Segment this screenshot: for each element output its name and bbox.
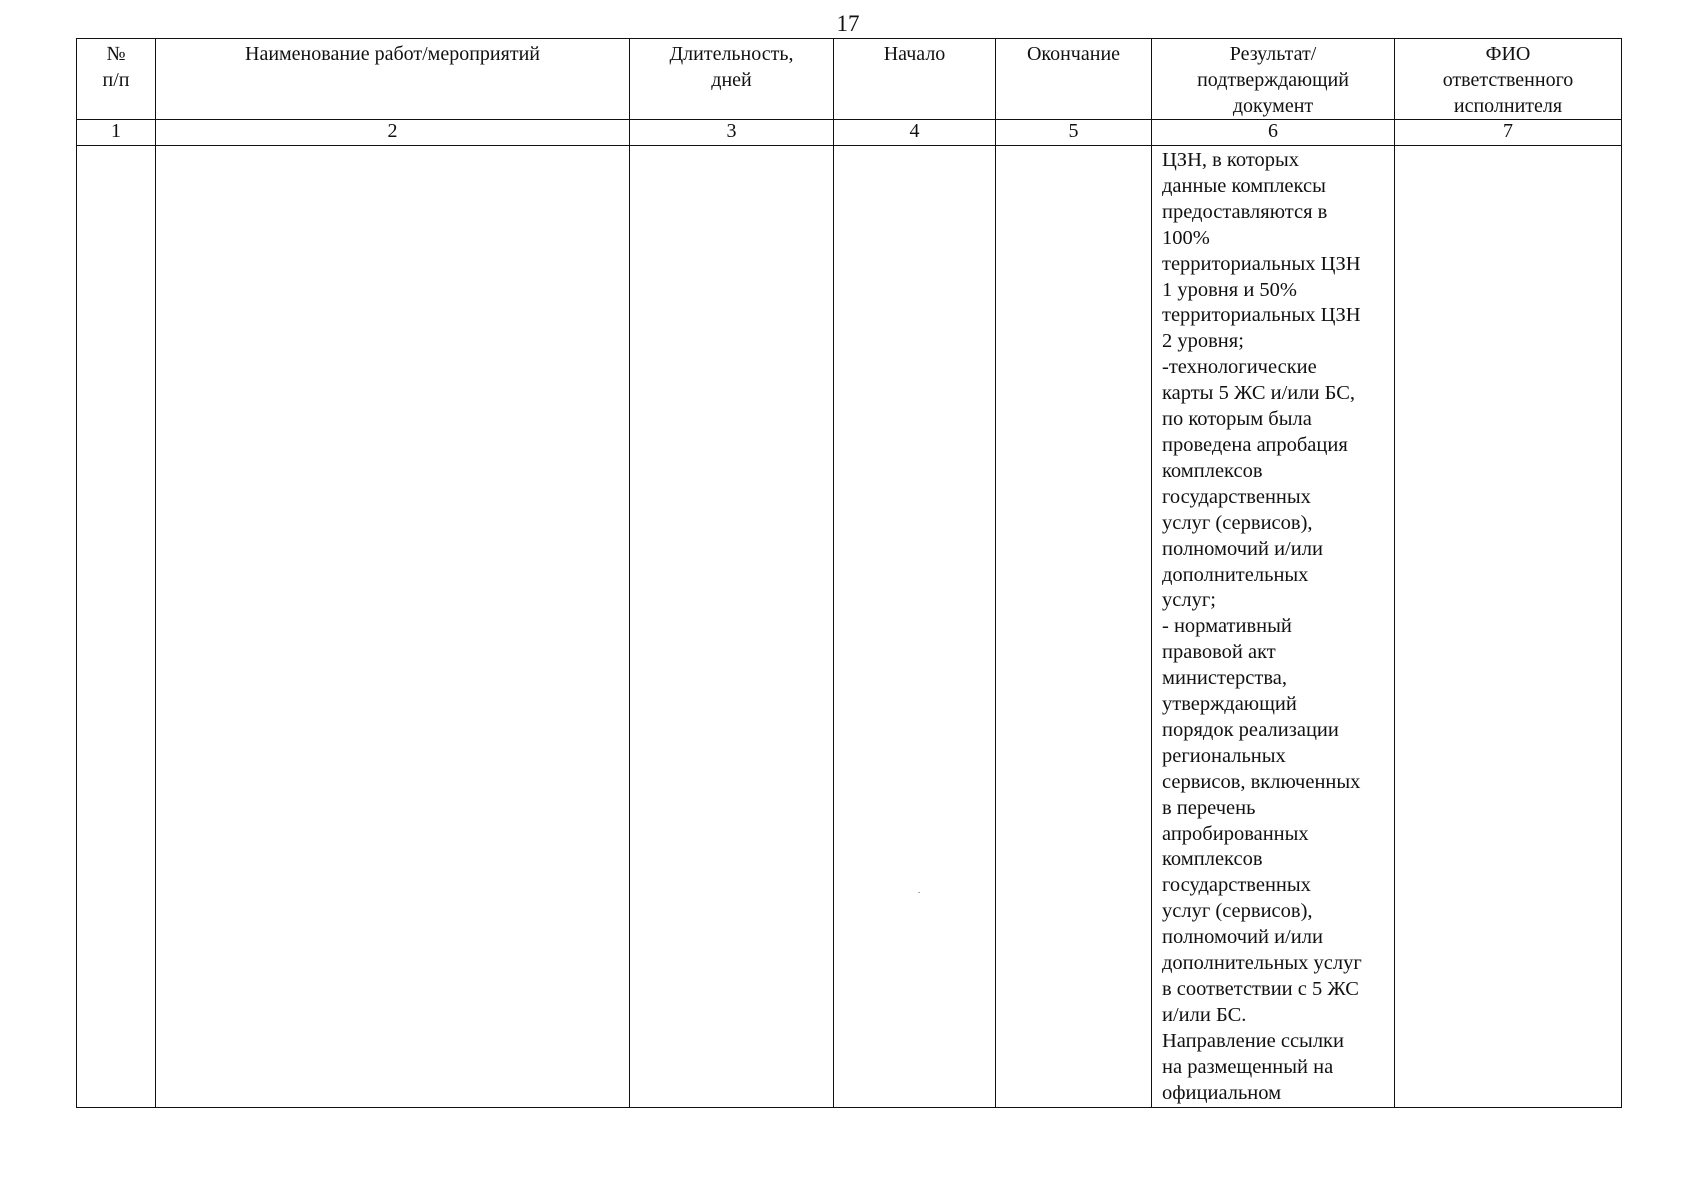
page-number: 17 — [836, 11, 860, 36]
header-duration: Длительность, дней — [669, 43, 794, 91]
row-number-cell — [77, 146, 156, 1108]
header-cell-number — [77, 39, 156, 120]
result-text-line: на размещенный на — [1162, 1055, 1334, 1078]
result-text-line: официальном — [1162, 1081, 1282, 1104]
column-number-row — [77, 120, 1622, 146]
result-text-line: сервисов, включенных — [1162, 770, 1361, 793]
result-text-line: предоставляются в — [1162, 200, 1328, 223]
result-text-line: данные комплексы — [1162, 174, 1326, 197]
header-end: Окончание — [1026, 43, 1121, 65]
result-text-line: государственных — [1162, 874, 1311, 897]
result-text-line: комплексов — [1162, 848, 1263, 871]
column-number: 1 — [77, 120, 156, 146]
row-result-cell — [1152, 146, 1395, 1108]
result-text-line: - нормативный — [1162, 615, 1292, 638]
header-start: Начало — [883, 43, 946, 65]
column-number: 3 — [630, 120, 834, 146]
result-text-line: в соответствии с 5 ЖС — [1162, 978, 1359, 1000]
header-number: № п/п — [102, 43, 130, 91]
result-text-line: утверждающий — [1162, 693, 1297, 716]
header-cell-end — [996, 39, 1152, 120]
column-number: 7 — [1395, 120, 1622, 146]
header-cell-duration — [630, 39, 834, 120]
result-text-line: проведена апробация — [1162, 433, 1348, 456]
result-text-line: услуг (сервисов), — [1162, 900, 1313, 923]
header-result: Результат/ подтверждающий документ — [1197, 43, 1349, 117]
result-text-line: карты 5 ЖС и/или БС, — [1162, 382, 1356, 405]
table-row — [77, 146, 1622, 1108]
result-text-line: региональных — [1162, 744, 1286, 767]
result-text-line: Направление ссылки — [1162, 1029, 1344, 1052]
result-text-line: правовой акт — [1162, 641, 1276, 664]
result-text-line: порядок реализации — [1162, 718, 1339, 741]
result-text-line: 1 уровня и 50% — [1162, 278, 1298, 301]
column-number: 2 — [156, 120, 630, 146]
result-text-line: услуг (сервисов), — [1162, 511, 1313, 534]
header-cell-result — [1152, 39, 1395, 120]
result-text-line: полномочий и/или — [1162, 926, 1323, 949]
column-number: 4 — [834, 120, 996, 146]
result-text-line: дополнительных — [1162, 563, 1309, 586]
result-text-line: и/или БС. — [1162, 1003, 1247, 1026]
result-text-line: 2 уровня; — [1162, 330, 1244, 353]
result-text-line: дополнительных услуг — [1162, 952, 1362, 975]
result-text-line: территориальных ЦЗН — [1162, 304, 1361, 327]
result-text-line: услуг; — [1162, 589, 1216, 612]
work-plan-table — [76, 38, 1622, 1108]
result-text-line: -технологические — [1162, 356, 1317, 379]
column-number: 5 — [996, 120, 1152, 146]
header-responsible: ФИО ответственного исполнителя — [1442, 43, 1574, 117]
result-text-line: министерства, — [1162, 667, 1287, 690]
result-text-line: 100% — [1162, 226, 1210, 249]
result-text-line: государственных — [1162, 485, 1311, 508]
result-text-line: апробированных — [1162, 822, 1309, 845]
result-text-line: территориальных ЦЗН — [1162, 252, 1361, 275]
row-name-cell — [156, 146, 630, 1108]
result-text-line: полномочий и/или — [1162, 537, 1323, 560]
header-cell-name — [156, 39, 630, 120]
table-header-row — [77, 39, 1622, 120]
header-cell-start — [834, 39, 996, 120]
row-start-cell — [834, 146, 996, 1108]
result-text-line: ЦЗН, в которых — [1162, 149, 1300, 171]
header-cell-responsible — [1395, 39, 1622, 120]
scan-speck — [918, 892, 920, 893]
column-number: 6 — [1152, 120, 1395, 146]
header-name: Наименование работ/мероприятий — [245, 43, 540, 65]
row-end-cell — [996, 146, 1152, 1108]
row-responsible-cell — [1395, 146, 1622, 1108]
result-text-line: по которым была — [1162, 408, 1312, 431]
result-text-line: комплексов — [1162, 459, 1263, 482]
result-text-line: в перечень — [1162, 796, 1256, 819]
row-duration-cell — [630, 146, 834, 1108]
